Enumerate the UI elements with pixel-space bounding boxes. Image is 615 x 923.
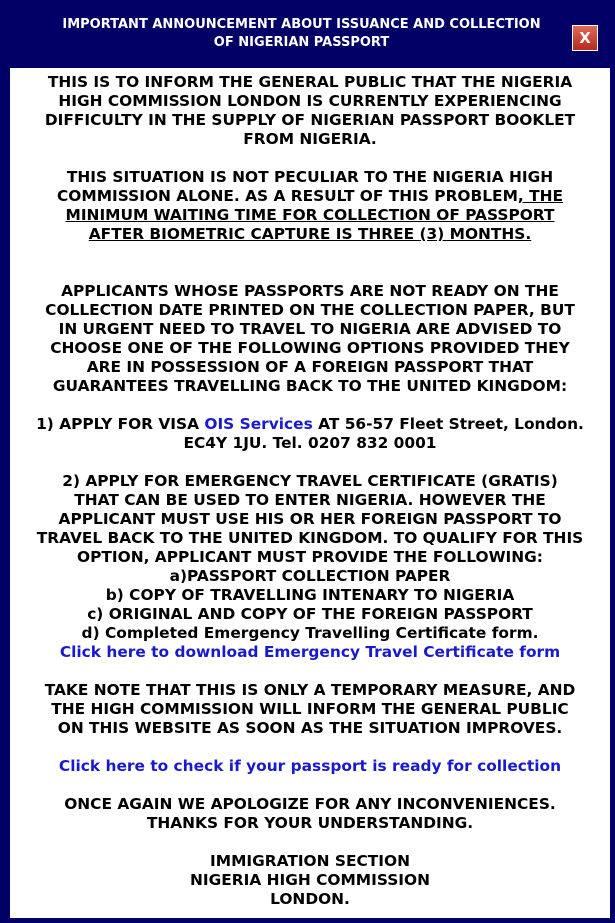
announcement-body bbox=[10, 68, 610, 918]
option2-line: OPTION, APPLICANT MUST PROVIDE THE FOLLOWING: bbox=[77, 548, 543, 566]
para3-line: APPLICANTS WHOSE PASSPORTS ARE NOT READY ON THE bbox=[61, 282, 559, 300]
requirement-item: d) Completed Emergency Travelling Certificate form. bbox=[81, 624, 539, 642]
option1-line: EC4Y 1JU. Tel. 0207 832 0001 bbox=[183, 434, 437, 452]
dialog-title-line1: IMPORTANT ANNOUNCEMENT ABOUT ISSUANCE AND COLLECTION bbox=[62, 17, 541, 32]
para1-line: FROM NIGERIA. bbox=[243, 130, 377, 148]
option1-line bbox=[10, 415, 610, 434]
option2-line: 2) APPLY FOR EMERGENCY TRAVEL CERTIFICATE (GRATIS) bbox=[62, 472, 558, 490]
option1-address: AT 56-57 Fleet Street, London. bbox=[312, 415, 584, 433]
requirement-item: a)PASSPORT COLLECTION PAPER bbox=[169, 567, 451, 585]
apology-line: THANKS FOR YOUR UNDERSTANDING. bbox=[146, 814, 474, 832]
para1-line: DIFFICULTY IN THE SUPPLY OF NIGERIAN PASSPORT BOOKLET bbox=[44, 111, 576, 129]
ois-services-link[interactable]: OIS Services bbox=[204, 415, 313, 433]
note-line: TAKE NOTE THAT THIS IS ONLY A TEMPORARY MEASURE, AND bbox=[44, 681, 576, 699]
para3-line: CHOOSE ONE OF THE FOLLOWING OPTIONS PROVIDED THEY bbox=[50, 339, 570, 357]
option2-line: THAT CAN BE USED TO ENTER NIGERIA. HOWEVER THE bbox=[74, 491, 546, 509]
requirement-item: b) COPY OF TRAVELLING INTENARY TO NIGERIA bbox=[105, 586, 515, 604]
dialog-titlebar bbox=[0, 0, 615, 68]
para3-line: IN URGENT NEED TO TRAVEL TO NIGERIA ARE ADVISED TO bbox=[58, 320, 562, 338]
note-line: THE HIGH COMMISSION WILL INFORM THE GENERAL PUBLIC bbox=[51, 700, 569, 718]
signature-line: LONDON. bbox=[270, 890, 350, 908]
signature-line: NIGERIA HIGH COMMISSION bbox=[190, 871, 430, 889]
para2-line bbox=[10, 187, 610, 206]
download-etc-form-link[interactable]: Click here to download Emergency Travel Certificate form bbox=[59, 643, 561, 661]
option1-prefix: 1) APPLY FOR VISA bbox=[36, 415, 205, 433]
para2-underlined-text: , THE bbox=[517, 187, 563, 205]
check-passport-status-link[interactable]: Click here to check if your passport is ready for collection bbox=[58, 757, 562, 775]
para2-underlined-line: AFTER BIOMETRIC CAPTURE IS THREE (3) MONTHS. bbox=[88, 225, 532, 243]
requirement-item: c) ORIGINAL AND COPY OF THE FOREIGN PASSPORT bbox=[87, 605, 533, 623]
para1-line: HIGH COMMISSION LONDON IS CURRENTLY EXPERIENCING bbox=[58, 92, 562, 110]
para2-text: COMMISSION ALONE. AS A RESULT OF THIS PROBLEM bbox=[57, 187, 518, 205]
option2-line: APPLICANT MUST USE HIS OR HER FOREIGN PASSPORT TO bbox=[58, 510, 562, 528]
note-line: ON THIS WEBSITE AS SOON AS THE SITUATION IMPROVES. bbox=[57, 719, 563, 737]
para1-line: THIS IS TO INFORM THE GENERAL PUBLIC THAT THE NIGERIA bbox=[47, 73, 573, 91]
close-icon: X bbox=[579, 29, 591, 47]
dialog-title bbox=[52, 16, 552, 52]
dialog-title-line2: OF NIGERIAN PASSPORT bbox=[213, 35, 390, 50]
signature-line: IMMIGRATION SECTION bbox=[210, 852, 410, 870]
para3-line: GUARANTEES TRAVELLING BACK TO THE UNITED KINGDOM: bbox=[52, 377, 568, 395]
apology-line: ONCE AGAIN WE APOLOGIZE FOR ANY INCONVENIENCES. bbox=[64, 795, 556, 813]
para2-line: THIS SITUATION IS NOT PECULIAR TO THE NIGERIA HIGH bbox=[66, 168, 554, 186]
close-button[interactable] bbox=[572, 25, 598, 51]
para3-line: COLLECTION DATE PRINTED ON THE COLLECTION PAPER, BUT bbox=[45, 301, 575, 319]
para3-line: ARE IN POSSESSION OF A FOREIGN PASSPORT THAT bbox=[86, 358, 534, 376]
para2-underlined-line: MINIMUM WAITING TIME FOR COLLECTION OF PASSPORT bbox=[65, 206, 555, 224]
option2-line: TRAVEL BACK TO THE UNITED KINGDOM. TO QUALIFY FOR THIS bbox=[36, 529, 584, 547]
